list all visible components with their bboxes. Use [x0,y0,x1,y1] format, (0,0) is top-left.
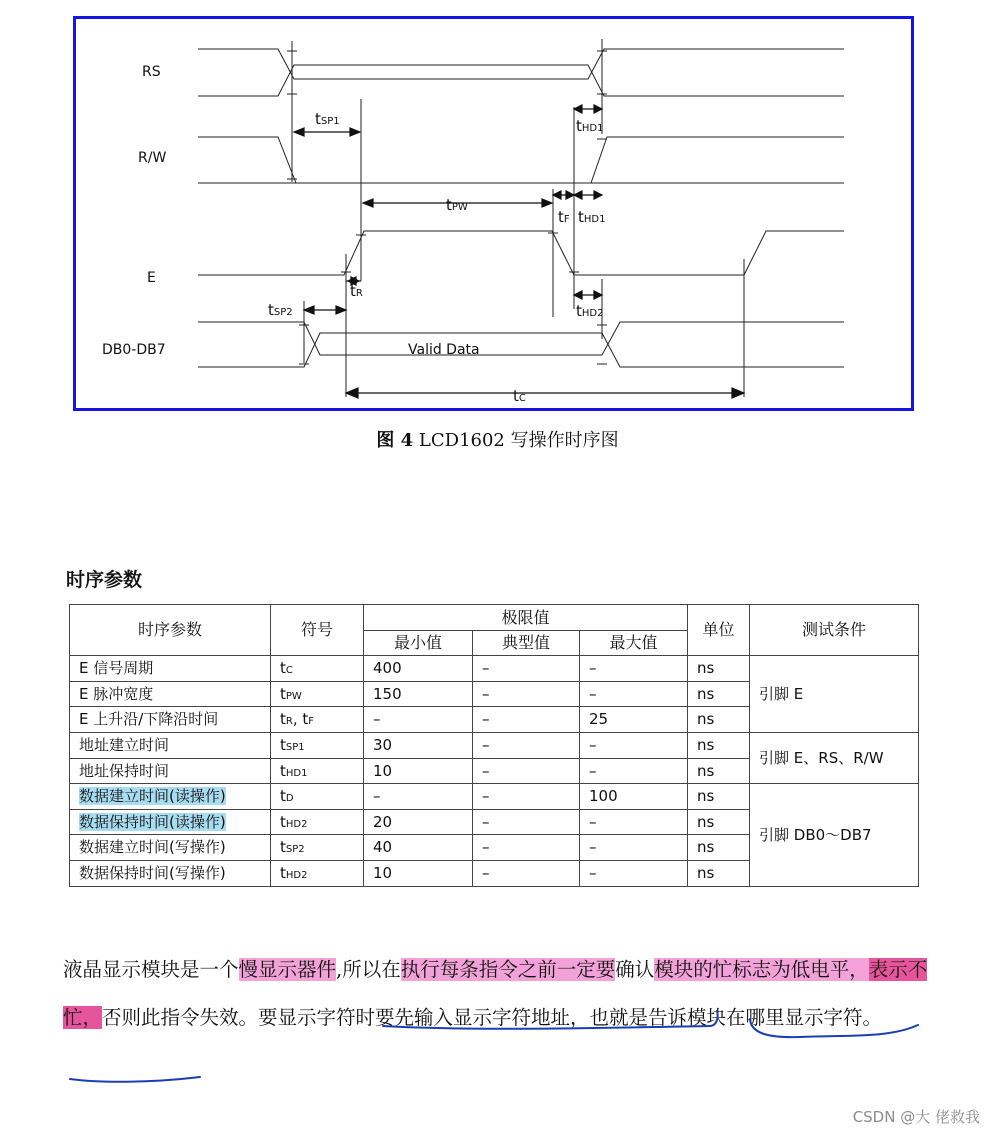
highlight-segment: 模块的忙标志为低电平， [654,958,869,981]
db-waveform-high [198,322,844,355]
rs-waveform-low [198,65,844,96]
cell-symbol: tPW [271,681,364,707]
figure-caption-text: LCD1602 写操作时序图 [418,430,619,451]
header-unit: 单位 [688,605,750,656]
highlighted-param: 数据保持时间(读操作) [79,812,226,831]
table-row [70,732,919,758]
timing-parameter-table [69,604,919,887]
cell-unit: ns [688,835,750,861]
highlighted-param: 数据建立时间(读操作) [79,787,226,806]
cell-symbol: tHD2 [271,809,364,835]
cell-typ: – [473,784,580,810]
table-header-row [70,605,919,631]
header-max: 最大值 [580,630,688,656]
cell-max: – [580,732,688,758]
table-row [70,656,919,682]
text-segment: ,所以在 [336,958,401,981]
cell-max: 100 [580,784,688,810]
cell-typ: – [473,835,580,861]
label-tpw: tPW [446,196,468,214]
cell-max: 25 [580,707,688,733]
cell-min: 10 [364,860,473,886]
rw-waveform [198,137,844,183]
cell-max: – [580,758,688,784]
cell-param: E 上升沿/下降沿时间 [70,707,271,733]
cell-unit: ns [688,758,750,784]
cell-min: – [364,707,473,733]
cell-min: 150 [364,681,473,707]
cell-unit: ns [688,681,750,707]
label-thd1-mid: tHD1 [578,208,606,226]
cell-symbol: tR, tF [271,707,364,733]
header-typ: 典型值 [473,630,580,656]
cell-typ: – [473,809,580,835]
text-segment: 液晶显示模块是一个 [63,958,239,981]
cell-max: – [580,809,688,835]
label-tsp1: tSP1 [315,110,340,128]
e-waveform [198,231,844,275]
cell-typ: – [473,758,580,784]
cell-max: – [580,681,688,707]
db-waveform-low [198,333,844,367]
highlight-segment: 定要 [576,958,616,981]
header-min: 最小值 [364,630,473,656]
cell-max: – [580,656,688,682]
watermark: CSDN @大 佬救我 [852,1108,980,1126]
cell-param: E 信号周期 [70,656,271,682]
highlight-segment-dark: 表示不忙， [63,958,928,1029]
label-tsp2: tSP2 [268,301,293,319]
cell-param [70,809,271,835]
cell-min: 20 [364,809,473,835]
cell-param: E 脉冲宽度 [70,681,271,707]
signal-label-e: E [147,270,156,286]
highlight-segment: 执行每条指令之前一 [400,958,577,981]
rs-waveform-high [198,49,844,79]
cell-typ: – [473,707,580,733]
cell-typ: – [473,681,580,707]
signal-label-db: DB0-DB7 [102,342,166,358]
header-param: 时序参数 [70,605,271,656]
cell-unit: ns [688,860,750,886]
cell-typ: – [473,732,580,758]
cell-min: – [364,784,473,810]
text-segment: 否则此指令失效。要显示字符时要先输入显示字符地址，也就是告诉模块在哪里显示字符。 [102,1006,883,1029]
section-title: 时序参数 [66,569,143,591]
cell-unit: ns [688,656,750,682]
header-condition: 测试条件 [750,605,919,656]
cell-max: – [580,860,688,886]
cell-condition: 引脚 E、RS、R/W [750,732,919,783]
valid-data-label: Valid Data [408,342,480,358]
cell-min: 10 [364,758,473,784]
cell-symbol: tC [271,656,364,682]
text-segment: 确认 [615,958,655,981]
cell-unit: ns [688,732,750,758]
cell-min: 40 [364,835,473,861]
cell-condition: 引脚 E [750,656,919,733]
table-row [70,784,919,810]
header-symbol: 符号 [271,605,364,656]
label-tc: tC [513,387,526,405]
cell-symbol: tHD1 [271,758,364,784]
figure-caption [0,426,995,452]
timing-diagram [76,19,911,408]
cell-symbol: tD [271,784,364,810]
cell-param: 数据建立时间(写操作) [70,835,271,861]
cell-min: 30 [364,732,473,758]
cell-param: 地址保持时间 [70,758,271,784]
cell-condition: 引脚 DB0～DB7 [750,784,919,886]
cell-typ: – [473,656,580,682]
cell-symbol: tHD2 [271,860,364,886]
cell-max: – [580,835,688,861]
cell-unit: ns [688,809,750,835]
label-tr: tR [350,282,363,300]
cell-param [70,784,271,810]
cell-param: 地址建立时间 [70,732,271,758]
cell-symbol: tSP1 [271,732,364,758]
label-thd2: tHD2 [576,302,604,320]
cell-symbol: tSP2 [271,835,364,861]
cell-typ: – [473,860,580,886]
cell-unit: ns [688,707,750,733]
body-paragraph [63,946,933,1042]
ink-underline-3 [70,1077,200,1082]
highlight-segment: 慢显示器件 [238,958,337,981]
cell-param: 数据保持时间(写操作) [70,860,271,886]
timing-diagram-frame [73,16,914,411]
cell-unit: ns [688,784,750,810]
figure-number: 图 4 [376,430,414,451]
label-thd1-top: tHD1 [576,117,604,135]
signal-label-rw: R/W [138,150,167,166]
signal-label-rs: RS [142,64,161,80]
label-tf: tF [558,208,570,226]
cell-min: 400 [364,656,473,682]
header-limit: 极限值 [364,605,688,631]
